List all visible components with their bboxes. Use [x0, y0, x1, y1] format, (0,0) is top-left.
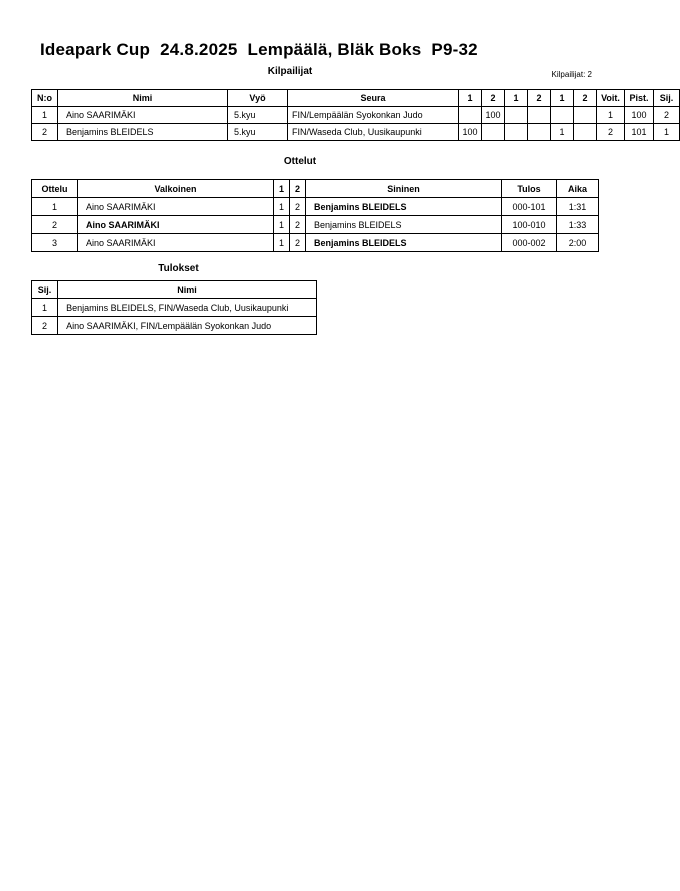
col-white: Valkoinen: [78, 180, 274, 198]
col-no: N:o: [32, 90, 58, 107]
table-header-row: [32, 281, 317, 299]
cell-white: Aino SAARIMÄKI: [78, 234, 274, 252]
table-row: [32, 234, 599, 252]
cell-m4: [528, 124, 551, 141]
matches-table: [31, 179, 599, 252]
col-seed2: 2: [290, 180, 306, 198]
col-points: Pist.: [625, 90, 654, 107]
col-m2: 2: [482, 90, 505, 107]
cell-match-no: 1: [32, 198, 78, 216]
cell-rank: 1: [32, 299, 58, 317]
col-result: Tulos: [502, 180, 557, 198]
cell-name: Aino SAARIMÄKI: [58, 107, 228, 124]
cell-belt: 5.kyu: [228, 124, 288, 141]
col-wins: Voit.: [597, 90, 625, 107]
cell-rank: 2: [654, 107, 680, 124]
cell-seed1: 1: [274, 216, 290, 234]
cell-time: 1:33: [557, 216, 599, 234]
cell-no: 1: [32, 107, 58, 124]
col-m6: 2: [574, 90, 597, 107]
cell-wins: 1: [597, 107, 625, 124]
cell-blue: Benjamins BLEIDELS: [306, 198, 502, 216]
cell-match-no: 3: [32, 234, 78, 252]
table-row: [32, 317, 317, 335]
cell-m2: [482, 124, 505, 141]
cell-m1: 100: [459, 124, 482, 141]
cell-points: 101: [625, 124, 654, 141]
col-belt: Vyö: [228, 90, 288, 107]
matches-section-label: Ottelut: [283, 156, 317, 167]
table-row: [32, 107, 680, 124]
table-header-row: [32, 180, 599, 198]
cell-blue: Benjamins BLEIDELS: [306, 234, 502, 252]
title-event: Ideapark Cup: [40, 40, 151, 59]
col-m3: 1: [505, 90, 528, 107]
cell-points: 100: [625, 107, 654, 124]
cell-time: 1:31: [557, 198, 599, 216]
results-table: [31, 280, 317, 335]
col-m5: 1: [551, 90, 574, 107]
cell-m4: [528, 107, 551, 124]
table-row: [32, 198, 599, 216]
cell-seed2: 2: [290, 216, 306, 234]
cell-name: Benjamins BLEIDELS, FIN/Waseda Club, Uusikaupunki: [58, 299, 317, 317]
title-category: P9-32: [431, 40, 478, 59]
cell-name: Aino SAARIMÄKI, FIN/Lempäälän Syokonkan Judo: [58, 317, 317, 335]
cell-m5: 1: [551, 124, 574, 141]
competitors-count: Kilpailijat: 2: [551, 70, 592, 79]
col-time: Aika: [557, 180, 599, 198]
cell-seed2: 2: [290, 198, 306, 216]
cell-seed1: 1: [274, 198, 290, 216]
competitors-table: [31, 89, 680, 141]
cell-result: 100-010: [502, 216, 557, 234]
cell-result: 000-002: [502, 234, 557, 252]
page-title: [40, 40, 488, 60]
col-club: Seura: [288, 90, 459, 107]
table-row: [32, 299, 317, 317]
table-row: [32, 216, 599, 234]
cell-seed2: 2: [290, 234, 306, 252]
col-m4: 2: [528, 90, 551, 107]
col-rank: Sij.: [32, 281, 58, 299]
col-rank: Sij.: [654, 90, 680, 107]
col-seed1: 1: [274, 180, 290, 198]
title-location: Lempäälä, Bläk Boks: [247, 40, 422, 59]
cell-seed1: 1: [274, 234, 290, 252]
cell-no: 2: [32, 124, 58, 141]
cell-m2: 100: [482, 107, 505, 124]
cell-wins: 2: [597, 124, 625, 141]
cell-white: Aino SAARIMÄKI: [78, 216, 274, 234]
cell-m6: [574, 107, 597, 124]
cell-time: 2:00: [557, 234, 599, 252]
cell-result: 000-101: [502, 198, 557, 216]
col-name: Nimi: [58, 281, 317, 299]
cell-club: FIN/Waseda Club, Uusikaupunki: [288, 124, 459, 141]
cell-m3: [505, 124, 528, 141]
competitors-section-label: Kilpailijat: [267, 66, 313, 77]
title-date: 24.8.2025: [160, 40, 238, 59]
cell-belt: 5.kyu: [228, 107, 288, 124]
cell-rank: 1: [654, 124, 680, 141]
cell-m3: [505, 107, 528, 124]
col-m1: 1: [459, 90, 482, 107]
cell-m1: [459, 107, 482, 124]
cell-m6: [574, 124, 597, 141]
results-section-label: Tulokset: [158, 263, 199, 274]
cell-blue: Benjamins BLEIDELS: [306, 216, 502, 234]
cell-rank: 2: [32, 317, 58, 335]
cell-name: Benjamins BLEIDELS: [58, 124, 228, 141]
col-match-no: Ottelu: [32, 180, 78, 198]
cell-white: Aino SAARIMÄKI: [78, 198, 274, 216]
cell-m5: [551, 107, 574, 124]
table-row: [32, 124, 680, 141]
col-name: Nimi: [58, 90, 228, 107]
table-header-row: [32, 90, 680, 107]
col-blue: Sininen: [306, 180, 502, 198]
cell-club: FIN/Lempäälän Syokonkan Judo: [288, 107, 459, 124]
cell-match-no: 2: [32, 216, 78, 234]
